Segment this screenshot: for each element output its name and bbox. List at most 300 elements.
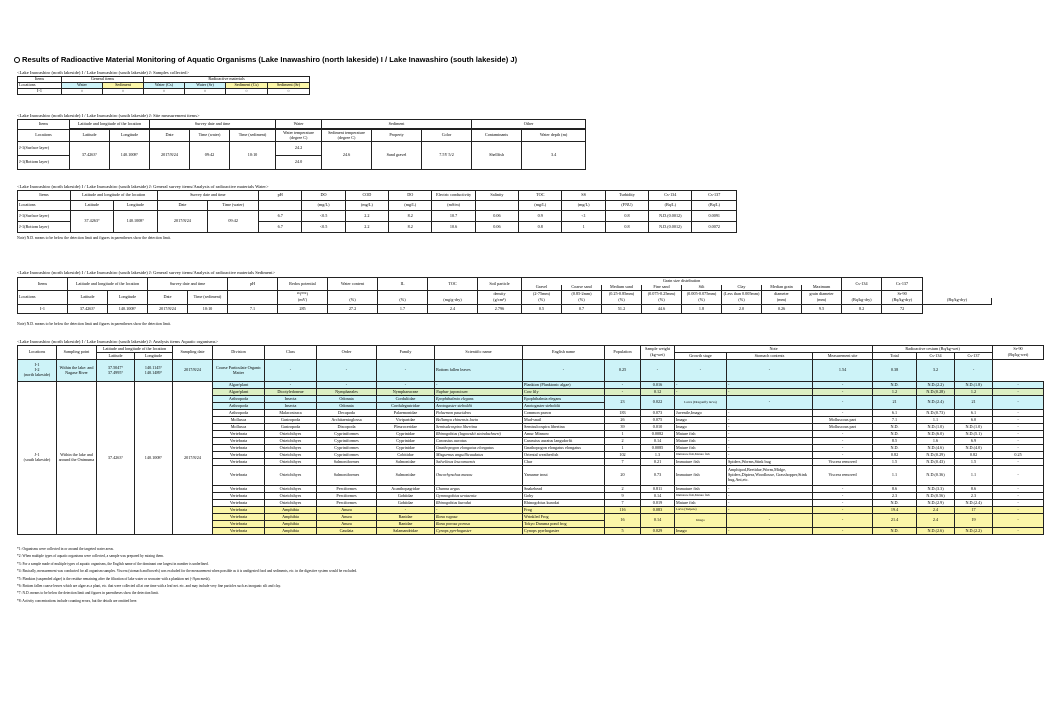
data-cell: 1.1 <box>917 417 955 424</box>
location-cell: I-1 I-2 (north lakeside) <box>18 360 57 382</box>
header-cell: Water <box>62 83 103 89</box>
data-cell: Mature fish <box>675 445 727 452</box>
date-cell: 2017/8/24 <box>173 360 213 382</box>
data-cell: 8.6 <box>873 486 917 493</box>
param: Medium sand <box>602 285 642 291</box>
data-cell: - <box>993 417 1044 424</box>
data-cell: - <box>727 486 813 493</box>
data-cell: Vertebrata <box>213 500 265 507</box>
data-cell: 24.2 <box>276 142 322 156</box>
header-cell: Latitude <box>70 201 113 211</box>
data-cell: 8.2 <box>842 305 882 314</box>
data-cell: N.D.(0.36) <box>917 466 955 486</box>
data-cell: 9.5 <box>802 305 842 314</box>
unit: (mS/m) <box>432 201 475 211</box>
data-cell: 2.4 <box>917 514 955 528</box>
data-cell: 2.3 <box>873 493 917 500</box>
header-cell: Longitude <box>114 201 157 211</box>
data-cell: 0.14 <box>641 514 675 528</box>
data-cell: - <box>377 382 435 389</box>
data-cell: 23 <box>605 396 641 410</box>
header-cell: Latitude and longitude of the location <box>70 191 157 201</box>
page-title-text: Results of Radioactive Material Monitoring of Aquatic Organisms (Lake Inawashiro (north lakeside) I / Lake Inawashiro (south lakeside) J) <box>22 55 518 64</box>
data-cell: 3.4 <box>522 142 586 170</box>
data-cell: - <box>993 514 1044 528</box>
data-cell: Vertebrata <box>213 431 265 438</box>
data-cell: 1.1 <box>873 466 917 486</box>
unit: (Bq/kg-dry) <box>923 298 992 305</box>
data-cell: Spiders,Worms,Stink bug <box>727 459 813 466</box>
header-cell: Time (water) <box>190 130 230 142</box>
data-cell: 0.26 <box>762 305 802 314</box>
header-cell: Latitude and longitude of the location <box>70 120 150 129</box>
param: Water content <box>328 278 378 291</box>
unit: (mg/L) <box>389 201 432 211</box>
data-cell: Mature fish <box>675 438 727 445</box>
data-cell: Osteichthyes <box>265 431 317 438</box>
data-cell: - <box>993 382 1044 389</box>
data-cell: Snakehead <box>523 486 605 493</box>
data-cell: 0.010 <box>641 424 675 431</box>
data-cell: Viscera removed <box>813 466 873 486</box>
header-cell: Grain size distribution <box>522 278 842 285</box>
data-cell: - <box>993 459 1044 466</box>
data-cell: - <box>727 424 813 431</box>
data-cell: N.D. <box>873 424 917 431</box>
header-cell: Time (water) <box>208 201 259 211</box>
param: Coarse sand <box>562 285 602 291</box>
data-cell: 10.6 <box>432 222 475 233</box>
data-cell: ○ <box>268 89 310 95</box>
data-cell: 1.2 <box>873 389 917 396</box>
header-cell: Sediment (Cs) <box>226 83 268 89</box>
header-cell: Division <box>213 346 265 360</box>
location-cell: J-1 (south lakeside) <box>18 382 57 535</box>
data-cell: - <box>727 445 813 452</box>
data-cell: Mature fish <box>675 431 727 438</box>
longitude-cell: 140.1145° 140.1489° <box>135 360 173 382</box>
header-cell: Water depth (m) <box>522 130 586 142</box>
param: Cs-134 <box>842 278 882 291</box>
data-cell: 2017/8/24 <box>148 305 188 314</box>
header-cell: Longitude <box>108 291 148 305</box>
header-cell: Sediment <box>103 83 144 89</box>
header-cell: Locations <box>18 201 71 211</box>
unit: (mg/L) <box>562 201 605 211</box>
data-cell: 0.82 <box>955 452 993 459</box>
data-cell: - <box>813 410 873 417</box>
data-cell: Wrinkled Frog <box>523 514 605 521</box>
data-cell: Salmonidae <box>377 459 435 466</box>
header-cell: Stomach contents <box>727 353 813 360</box>
param: pH <box>228 278 278 291</box>
data-cell: Arthropoda <box>213 403 265 410</box>
footnote: *4: Basically, measurement was conducted for all organism samples. Viscera (stomach and bowels) was excluded for the measurement when possible as it is undigested food and sediments, etc. in the digestive system would be excluded. <box>17 569 358 574</box>
data-cell: Mature fish <box>675 500 727 507</box>
data-cell: Vertebrata <box>213 466 265 486</box>
data-cell: - <box>813 500 873 507</box>
header-cell: Time (sediment) <box>230 130 276 142</box>
data-cell: 0.8 <box>605 211 648 222</box>
footnote: *6: Bottom fallen coarse leaves which are algae as a plant, etc. that were collected all at one time with a leaf net. etc. and may include very fine particles such as inorganic silt and clay. <box>17 583 281 588</box>
data-cell: Amur Minnow <box>523 431 605 438</box>
data-cell: N.D.(0.0012) <box>649 211 692 222</box>
header-cell: Other <box>472 120 586 129</box>
data-cell: N.D.(6.0) <box>917 431 955 438</box>
row-label: J-1(Bottom layer) <box>18 156 70 170</box>
data-cell: 1 <box>562 222 605 233</box>
t4-note: Note) N.D. means to be below the detection limit and figures in parentheses show the detection limit. <box>17 322 171 326</box>
unit: (mV) <box>278 298 328 305</box>
sub: (0.075-0.25mm) <box>642 291 682 298</box>
data-cell: 140.1008° <box>110 142 150 170</box>
data-cell: Osteichthyes <box>265 486 317 493</box>
data-cell: - <box>993 410 1044 417</box>
data-cell: Channa argus <box>435 486 523 493</box>
data-cell: 0.25 <box>605 360 641 382</box>
sub: density <box>478 291 522 298</box>
unit: (mg/L) <box>345 201 388 211</box>
water-analysis-table <box>17 190 737 233</box>
date-cell: 2017/8/24 <box>173 382 213 535</box>
data-cell: 2.4 <box>917 507 955 514</box>
data-cell: Epophthalmia elegans <box>435 396 523 403</box>
param: Clay <box>722 285 762 291</box>
table-row <box>18 382 1044 389</box>
header-cell: Locations <box>18 291 68 305</box>
data-cell: ○ <box>226 89 268 95</box>
data-cell: - <box>993 438 1044 445</box>
unit: (%) <box>522 298 562 305</box>
footnote: *7: N.D. means to be below the detection limit and figures in parentheses show the detection limit. <box>17 591 160 596</box>
header-cell: Water <box>276 120 322 129</box>
data-cell: N.D.(2.2) <box>917 382 955 389</box>
data-cell: - <box>813 452 873 459</box>
data-cell: Amphibia <box>265 507 317 514</box>
header-cell: Survey date and time <box>150 120 276 129</box>
data-cell: 0.016 <box>641 382 675 389</box>
data-cell: Gastropoda <box>265 417 317 424</box>
data-cell: 183 <box>605 410 641 417</box>
data-cell: 0.14 <box>641 493 675 500</box>
data-cell: N.D.(0.56) <box>917 493 955 500</box>
data-cell: 2.796 <box>478 305 522 314</box>
data-cell: 10:10 <box>188 305 228 314</box>
data-cell: 2017/8/24 <box>157 211 208 233</box>
data-cell: 44.6 <box>642 305 682 314</box>
data-cell: N.D.(2.2) <box>955 528 993 535</box>
data-cell: 09:42 <box>190 142 230 170</box>
data-cell: 0.0082 <box>641 431 675 438</box>
data-cell: - <box>727 452 813 459</box>
param: Sr-90 <box>882 291 923 298</box>
data-cell: N.D.(0.73) <box>917 410 955 417</box>
data-cell: Plankton (Planktonic algae) <box>523 382 605 389</box>
data-cell: Cyprinidae <box>377 431 435 438</box>
data-cell: 10.7 <box>432 211 475 222</box>
header-cell: (Bq/kg-wet) <box>993 353 1044 360</box>
data-cell: 1.5 <box>955 459 993 466</box>
data-cell: N.D.(1.8) <box>955 382 993 389</box>
data-cell: Gnathopogon elongatus elongatus <box>435 445 523 452</box>
header-cell: Survey date and time <box>148 278 228 291</box>
data-cell: Rana porosa porosa <box>435 521 523 528</box>
data-cell: Cypriniformes <box>317 445 377 452</box>
data-cell: Nymphaeaceae <box>377 389 435 396</box>
data-cell: - <box>813 514 873 528</box>
header-cell: Latitude <box>68 291 108 305</box>
data-cell: 140.1008° <box>114 211 157 233</box>
data-cell: Vertebrata <box>213 507 265 514</box>
data-cell: N.D.(0.28) <box>917 389 955 396</box>
data-cell: 6.1 <box>873 410 917 417</box>
sub: diameter <box>762 291 802 298</box>
data-cell: <0.5 <box>302 211 345 222</box>
data-cell: 26 <box>605 417 641 424</box>
data-cell: Salvelinus leucomaenis <box>435 459 523 466</box>
data-cell: 8.5 <box>873 438 917 445</box>
data-cell: 102 <box>605 452 641 459</box>
data-cell: Salmonidae <box>377 466 435 486</box>
data-cell: 1.1 <box>955 466 993 486</box>
data-cell: Algae/plant <box>213 382 265 389</box>
unit: (mg/L) <box>519 201 562 211</box>
data-cell: 0.7 <box>562 305 602 314</box>
data-cell: Palaemon paucidens <box>435 410 523 417</box>
data-cell: N.D.(4.6) <box>917 445 955 452</box>
sub: (2-75mm) <box>522 291 562 298</box>
footnote: *2: When multiple types of aquatic organisms were collected, a sample was prepared by mixing them. <box>17 554 164 559</box>
data-cell: 0.06 <box>475 222 518 233</box>
data-cell: 8.6 <box>955 486 993 493</box>
data-cell: Vertebrata <box>213 514 265 521</box>
data-cell: - <box>605 389 641 396</box>
param: Cs-137 <box>882 278 923 291</box>
latitude-cell: 37.4263° <box>97 382 135 535</box>
data-cell: - <box>435 507 523 514</box>
data-cell: Immature fish <box>675 459 727 466</box>
data-cell: N.D. <box>873 445 917 452</box>
data-cell: - <box>813 493 873 500</box>
data-cell: Insecta <box>265 396 317 403</box>
unit: (mm) <box>762 298 802 305</box>
data-cell: - <box>993 493 1044 500</box>
data-cell: Viscera removed <box>813 459 873 466</box>
data-cell: 21.4 <box>873 514 917 528</box>
footnote: *1: Organisms were collected in or around the targeted water areas. <box>17 547 114 551</box>
footnote: *3: For a sample made of multiple types of aquatic organisms, the English name of the dominant one largest in number is underlined. <box>17 561 209 566</box>
data-cell: - <box>675 389 727 396</box>
data-cell: - <box>813 431 873 438</box>
data-cell: 0.12 <box>641 389 675 396</box>
data-cell: - <box>993 424 1044 431</box>
data-cell: 2.2 <box>345 211 388 222</box>
data-cell: 10:10 <box>230 142 276 170</box>
data-cell: 0.14 <box>641 438 675 445</box>
header-cell: Property <box>372 130 422 142</box>
unit: (%) <box>642 298 682 305</box>
data-cell: Imago <box>675 528 727 535</box>
data-cell: Amphibia <box>265 528 317 535</box>
param: IL <box>378 278 428 291</box>
t2-caption: <Lake Inawashiro (north lakeside) I / Lake Inawashiro (south lakeside) J: Site measurement items> <box>17 113 200 118</box>
unit <box>259 201 302 211</box>
data-cell: Rhinogobius kurodai <box>523 500 605 507</box>
data-cell: 0.0085 <box>641 445 675 452</box>
data-cell: 9 <box>605 493 641 500</box>
data-cell: 0.022 <box>641 396 675 410</box>
header-cell: Date <box>150 130 190 142</box>
data-cell: 0.073 <box>641 410 675 417</box>
unit <box>228 298 278 305</box>
footnote: *5: Plankton (suspended algae) is the residue remaining after the filtration of lake water or seawater with a plankton net (<9μm mesh). <box>17 576 211 581</box>
data-cell: N.D.(1.0) <box>917 424 955 431</box>
unit <box>475 201 518 211</box>
data-cell: Anura <box>317 507 377 514</box>
data-cell: 24.6 <box>322 142 372 170</box>
data-cell: Vertebrata <box>213 528 265 535</box>
row-label: J-1(Surface layer) <box>18 142 70 156</box>
data-cell: Ranidae <box>377 514 435 521</box>
header-cell: Longitude <box>110 130 150 142</box>
data-cell: - <box>317 382 377 389</box>
data-cell: 37.4263° <box>70 211 113 233</box>
data-cell: Arthropoda <box>213 396 265 403</box>
eh-label: ᴱʰ(ᴺᴴᴱ) <box>278 291 328 298</box>
data-cell: ○ <box>185 89 226 95</box>
data-cell: Cyprinidae <box>377 445 435 452</box>
data-cell: Caudata <box>317 528 377 535</box>
data-cell: Coarse Particulate Organic Matter <box>213 360 265 382</box>
data-cell: Odonata <box>317 403 377 410</box>
data-cell: Misgurnus anguillicaudatus <box>435 452 523 459</box>
param: TOC <box>519 191 562 201</box>
data-cell: Algae/plant <box>213 389 265 396</box>
data-cell: Semisulcospira libertina <box>435 424 523 431</box>
header-cell: Items <box>18 77 62 83</box>
data-cell: - <box>813 486 873 493</box>
data-cell: 17 <box>955 507 993 514</box>
data-cell: Cypriniformes <box>317 438 377 445</box>
unit: (%) <box>602 298 642 305</box>
row-label: I-1 <box>18 89 62 95</box>
data-cell: Larva (Tadpole) <box>675 507 727 514</box>
data-cell: Imago <box>675 424 727 431</box>
data-cell: <1 <box>562 211 605 222</box>
data-cell: Rhinogobius (lagowskii steindachneri) <box>435 431 523 438</box>
data-cell: 51.2 <box>602 305 642 314</box>
data-cell: - <box>727 507 813 514</box>
data-cell: Vertebrata <box>213 445 265 452</box>
data-cell: 2.0 <box>722 305 762 314</box>
param: Cs-134 <box>649 191 692 201</box>
data-cell: N.D. <box>873 528 917 535</box>
data-cell: Vertebrata <box>213 493 265 500</box>
data-cell: Perciformes <box>317 486 377 493</box>
header-cell: Latitude <box>70 130 110 142</box>
data-cell: Juvenile,Imago <box>675 410 727 417</box>
data-cell: Immature fish,Mature fish <box>675 493 727 500</box>
data-cell: 27.2 <box>328 305 378 314</box>
data-cell: 0.21 <box>641 459 675 466</box>
data-cell: 0.38 <box>873 360 917 382</box>
data-cell: - <box>993 389 1044 396</box>
data-cell: - <box>265 382 317 389</box>
data-cell: 37.4263° <box>68 305 108 314</box>
data-cell: 7 <box>605 459 641 466</box>
data-cell: Salmoniformes <box>317 466 377 486</box>
data-cell: Bottom fallen leaves <box>435 360 523 382</box>
site-measurement-table <box>17 119 586 170</box>
page-title <box>14 55 517 64</box>
data-cell: 20 <box>605 466 641 486</box>
data-cell: 0.25 <box>993 452 1044 459</box>
data-cell: 7.1 <box>228 305 278 314</box>
data-cell: - <box>813 528 873 535</box>
data-cell: Mud-snail <box>523 417 605 424</box>
header-cell: Color <box>422 130 472 142</box>
unit: (Bq/L) <box>692 201 737 211</box>
data-cell: Gymnogobius urotaenia <box>435 493 523 500</box>
data-cell: Goby <box>523 493 605 500</box>
data-cell: Frog <box>523 507 605 514</box>
latitude-cell: 37.5047° 37.4995° <box>97 360 135 382</box>
data-cell: 140.1008° <box>108 305 148 314</box>
param: Salinity <box>475 191 518 201</box>
data-cell: Malacostraca <box>265 410 317 417</box>
data-cell: 1.2 <box>955 389 993 396</box>
data-cell: 0.5 <box>522 305 562 314</box>
data-cell: Osteichthyes <box>265 466 317 486</box>
data-cell: - <box>727 438 813 445</box>
sub: (0.005-0.075mm) <box>682 291 722 298</box>
data-cell: Shellfish <box>472 142 522 170</box>
data-cell: - <box>813 507 873 514</box>
sampling-point: Within the lake: and Nagase River <box>57 360 97 382</box>
sediment-analysis-table <box>17 277 992 314</box>
data-cell: Decapoda <box>317 410 377 417</box>
unit: (mg/g-dry) <box>428 298 478 305</box>
data-cell: Immature fish <box>675 486 727 493</box>
header-cell: Longitude <box>135 353 173 360</box>
data-cell: Osteichthyes <box>265 452 317 459</box>
header-cell: Locations <box>18 130 70 142</box>
data-cell: - <box>955 360 993 382</box>
data-cell: Immature fish <box>675 466 727 486</box>
data-cell: 116 <box>605 507 641 514</box>
param: Cs-137 <box>692 191 737 201</box>
param: Maximum <box>802 285 842 291</box>
data-cell: Discopoda <box>317 424 377 431</box>
data-cell: - <box>813 438 873 445</box>
data-cell: N.D.(2.4) <box>917 396 955 410</box>
data-cell: 1 <box>605 445 641 452</box>
header-cell: Items <box>18 278 68 291</box>
footnotes <box>17 547 357 606</box>
data-cell: Semisulcospira libertina <box>523 424 605 431</box>
param: COD <box>345 191 388 201</box>
data-cell: 1.6 <box>917 438 955 445</box>
footnote: *8: Activity concentrations include counting errors, but the details are omitted here. <box>17 598 138 603</box>
aquatic-organisms-table <box>17 345 1044 535</box>
data-cell: Cynops pyrrhogaster <box>523 528 605 535</box>
header-cell: Survey date and time <box>157 191 259 201</box>
data-cell: 1.7 <box>378 305 428 314</box>
unit: (%) <box>562 298 602 305</box>
header-cell: Sediment (Sr) <box>268 83 310 89</box>
data-cell: 21 <box>955 396 993 410</box>
data-cell: 09:42 <box>208 211 259 233</box>
